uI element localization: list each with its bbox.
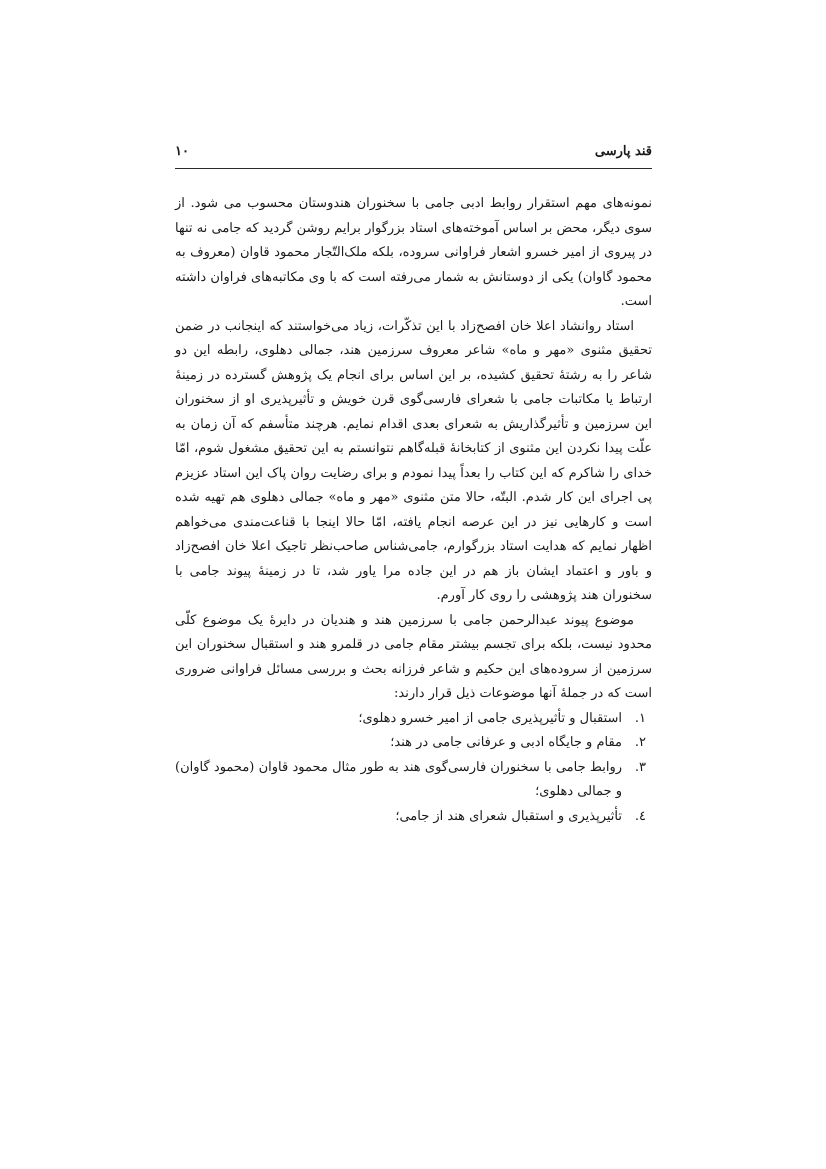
running-title: قند پارسی <box>594 144 652 159</box>
body-text <box>175 192 652 829</box>
list-item-text: روابط جامی با سخنوران فارسی‌گوی هند به طور مثال محمود قاوان (محمود گاوان) و جمالی دهلوی؛ <box>175 759 622 799</box>
list-item-number: ۲. <box>634 735 646 750</box>
list-item <box>175 805 652 830</box>
list-item <box>175 731 652 756</box>
list-item-number: ٤. <box>634 808 646 824</box>
list-item <box>175 756 652 805</box>
list-item-text: استقبال و تأثیرپذیری جامی از امیر خسرو دهلوی؛ <box>358 710 622 726</box>
list-item-number: ۳. <box>634 759 646 775</box>
topic-list <box>175 707 652 830</box>
header-rule <box>175 168 652 169</box>
list-item-text: تأثیرپذیری و استقبال شعرای هند از جامی؛ <box>395 808 622 824</box>
list-item-number: ۱. <box>634 710 646 726</box>
list-item-text: مقام و جایگاه ادبی و عرفانی جامی در هند؛ <box>390 735 622 750</box>
paragraph-1: نمونه‌های مهم استقرار روابط ادبی جامی با سخنوران هندوستان محسوب می شود. از سوی دیگر، محض بر اساس آموخته‌های استاد بزرگوار برایم روشن گردید که جامی نه تنها در پیروی از امیر خسرو اشعار فراوانی سروده، بلکه ملک‌التّجار محمود قاوان (معروف به محمود گاوان) یکی از دوستانش به شمار می‌رفته است که با وی مکاتبه‌های فراوان داشته است. <box>175 196 652 309</box>
paragraph-2: استاد روانشاد اعلا خان افصح‌زاد با این تذکّرات، زیاد می‌خواستند که اینجانب در ضمن تحقیق مثنوی «مهر و ماه» شاعر معروف سرزمین هند، جمالی دهلوی، رابطه این دو شاعر را به رشتهٔ تحقیق کشیده، بر این اساس برای انجام یک پژوهش گسترده در زمینهٔ ارتباط یا مکاتبات جامی با شعرای فارسی‌گوی قرن خویش و تأثیرپذیری او از سخنوران این سرزمین و تأثیرگذاریش به شعرای بعدی اقدام نمایم. هرچند متأسفم که آن زمان به علّت پیدا نکردن این مثنوی از کتابخانهٔ قبله‌گاهم نتوانستم به این تحقیق مشغول شوم، امّا خدای را شاکرم که این کتاب را بعداً پیدا نمودم و برای رضایت روان پاک این استاد عزیزم پی اجرای این کار شدم. البتّه، حالا متن مثنوی «مهر و ماه» جمالی دهلوی هم تهیه شده است و کارهایی نیز در این عرصه انجام یافته، امّا حالا اینجا با قناعت‌مندی می‌خواهم اظهار نمایم که هدایت استاد بزرگوارم، جامی‌شناس صاحب‌نظر تاجیک اعلا خان افصح‌زاد و باور و اعتماد ایشان باز هم در این جاده مرا یاور شد، تا در زمینهٔ پیوند جامی با سخنوران هند پژوهشی را روی کار آورم. <box>175 318 652 603</box>
page-number: ۱۰ <box>175 144 189 159</box>
paragraph-3: موضوع پیوند عبدالرحمن جامی با سرزمین هند و هندیان در دایرهٔ یک موضوع کلّی محدود نیست، بلکه برای تجسم بیشتر مقام جامی در قلمرو هند و استقبال سخنوران این سرزمین از سروده‌های این حکیم و شاعر فرزانه بحث و بررسی مسائل فراوانی ضروری است که در جملهٔ آنها موضوعات ذیل قرار دارند: <box>175 612 652 701</box>
running-header <box>175 144 652 166</box>
document-page <box>175 0 652 1169</box>
list-item <box>175 707 652 732</box>
